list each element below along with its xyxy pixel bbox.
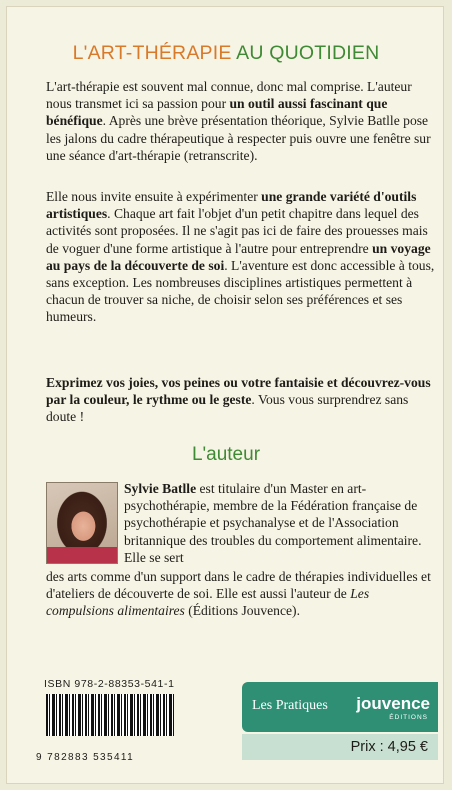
barcode-digits: 9 782883 535411 xyxy=(36,752,135,763)
tools-paragraph: Elle nous invite ensuite à expérimenter une grande variété d'outils artistiques. Chaque art fait l'objet d'un petit chapitre dans lequel des activités sont proposées. Il ne s'agit pas ici de faire des prouesses mais de voguer d'une forme artistique à l'autre pour entreprendre un voyage au pays de la découverte de soi. L'aventure est donc accessible à tous, sans exception. Les nombreuses disciplines artistiques permettent à chacun de trouver sa niche, de choisir selon ses préférences et ses humeurs. xyxy=(46,189,435,325)
price-tag: Prix : 4,95 € xyxy=(242,734,438,760)
page-title: L'ART-THÉRAPIE AU QUOTIDIEN xyxy=(72,42,380,64)
author-bio: Sylvie Batlle est titulaire d'un Master en art-psychothérapie, membre de la Fédération française de psychothérapie et psychanalyse et de l'Association britannique des troubles du comportement alimentaire. Elle se sert xyxy=(124,481,422,565)
author-heading: L'auteur xyxy=(191,444,261,465)
isbn-number: ISBN 978-2-88353-541-1 xyxy=(44,678,175,690)
author-photo xyxy=(46,482,118,564)
collection-label xyxy=(242,682,438,732)
barcode xyxy=(46,694,174,736)
express-paragraph: Exprimez vos joies, vos peines ou votre fantaisie et découvrez-vous par la couleur, le rythme ou le geste. Vous vous surprendrez sans doute ! xyxy=(46,375,431,425)
collection-name: Les Pratiques xyxy=(252,698,328,713)
intro-paragraph: L'art-thérapie est souvent mal connue, donc mal comprise. L'auteur nous transmet ici sa passion pour un outil aussi fascinant que bénéfique. Après une brève présentation théorique, Sylvie Batlle pose les jalons du cadre thérapeutique à respecter puis ouvre une fenêtre sur une séance d'art-thérapie (retranscrite). xyxy=(46,79,431,163)
publisher-subtitle: ÉDITIONS xyxy=(389,714,428,721)
publisher-logo: jouvence xyxy=(356,694,430,713)
author-bio-continued: des arts comme d'un support dans le cadre de thérapies individuelles et d'ateliers de découverte de soi. Elle est aussi l'auteur de Les compulsions alimentaires (Éditions Jouvence). xyxy=(46,569,431,619)
